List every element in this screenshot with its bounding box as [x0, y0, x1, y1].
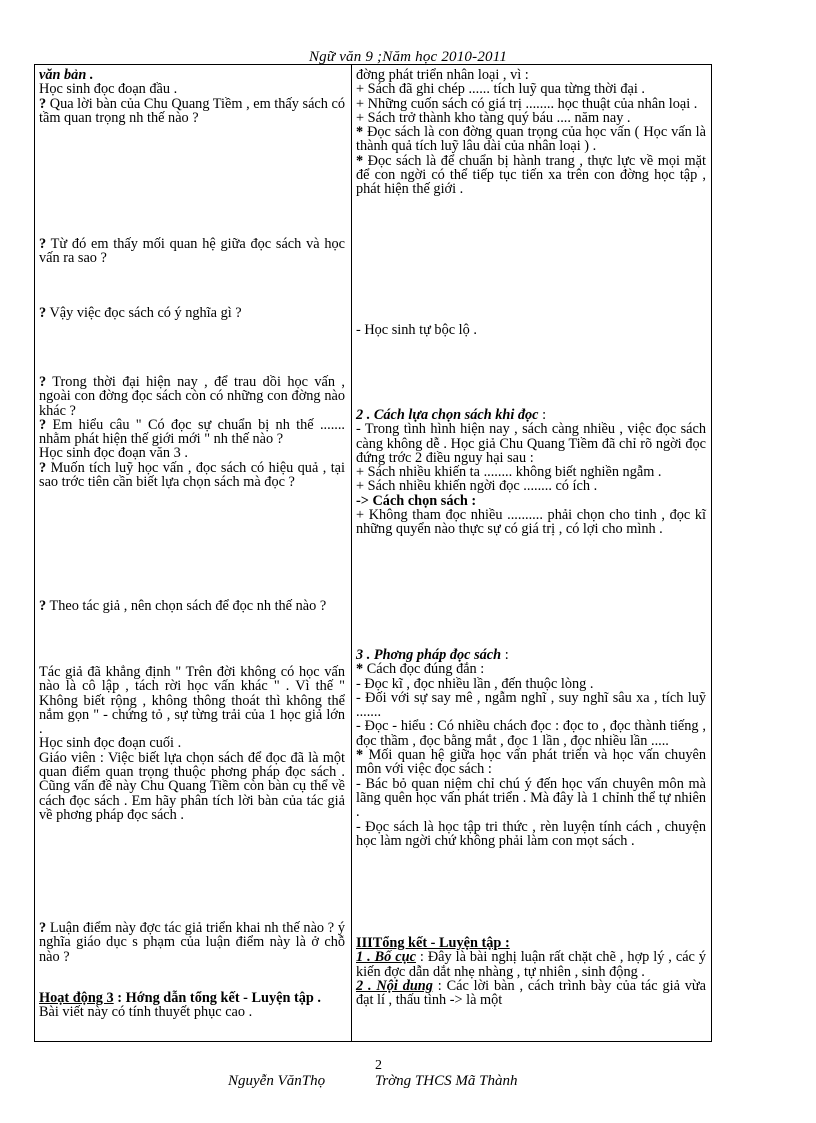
right-block-choose: [356, 408, 706, 537]
footer-author: Nguyễn VănThọ: [228, 1073, 326, 1089]
page-number: 2: [375, 1058, 382, 1073]
right-block-method: [356, 648, 706, 848]
right-line: + Sách nhiều khiến ngời đọc ........ có ích .: [356, 478, 598, 495]
right-line: + Không tham đọc nhiều .......... phải chọn cho tinh , đọc kĩ những quyển nào thực sự có giá trị , có lợi cho mình .: [356, 507, 706, 538]
activity-heading: [39, 991, 345, 1005]
right-line: * Đọc sách là để chuẩn bị hành trang , thực lực về mọi mặt để con ngời có thể tiếp tục tiến xa trên con đờng học tập , phát hiện thế giới .: [356, 152, 706, 198]
footer-school: Trờng THCS Mã Thành: [374, 1073, 518, 1089]
left-block-q5: [39, 599, 345, 613]
page-footer: [228, 1073, 563, 1090]
right-line: * Đọc sách là con đờng quan trọng của học vấn ( Học vấn là thành quả tích luỹ lâu dài của nhân loại ) .: [356, 124, 706, 155]
left-block-discussion: [39, 665, 345, 822]
right-line: - Trong tình hình hiện nay , sách càng nhiều , việc đọc sách càng không dễ . Học giả Chu Quang Tiềm đã chỉ rõ ngời đọc đứng trớc 2 điều nguy hại sau :: [356, 421, 706, 466]
right-line: - Đọc - hiểu : Có nhiều chách đọc : đọc to , đọc thành tiếng , đọc thầm , đọc bằng mắt , đọc 1 lần , đọc nhiều lần .....: [356, 718, 706, 749]
section-colon: :: [504, 647, 509, 663]
right-subheading: -> Cách chọn sách :: [356, 492, 477, 509]
left-question: ? Vậy việc đọc sách có ý nghĩa gì ?: [39, 305, 242, 321]
left-block-intro: [39, 68, 345, 125]
left-question: ? Em hiểu câu " Có đọc sự chuẩn bị nh thế ....... nhằm phát hiện thế giới mới " nh thế nào ?: [39, 416, 345, 448]
summary-text: : Các lời bàn , cách trình bày của tác giả vừa đạt lí , thấu tình -> là một: [356, 977, 707, 1009]
left-block-q4: [39, 375, 345, 489]
activity-subtitle: : Hớng dẫn tổng kết - Luyện tập .: [117, 990, 322, 1006]
right-line: * Mối quan hệ giữa học vấn phát triển và học vấn chuyên môn với việc đọc sách :: [356, 747, 706, 778]
left-block-q3: [39, 306, 345, 320]
right-line: - Học sinh tự bộc lộ .: [356, 322, 477, 338]
right-line: * Cách đọc đúng đắn :: [356, 661, 485, 678]
section-title: 3 . Phơng pháp đọc sách: [356, 647, 502, 663]
summary-text: : Đây là bài nghị luận rất chặt chẽ , hợp lý , các ý kiến đợc dẫn dắt nhẹ nhàng , tự nhiên , sinh động .: [356, 949, 706, 980]
summary-heading: IIITổng kết - Luyện tập :: [356, 935, 510, 951]
summary-content: [356, 979, 706, 1008]
left-line: Học sinh đọc đoạn đầu .: [39, 81, 178, 98]
left-line: Tác giả đã khẳng định " Trên đời không có học vấn nào là cô lập , tách rời học vấn khác " . Vì thế " Không biết rộng , không thông thoát thì không thể nắm gọn " - chứng tỏ , sự từng trải của 1 học giả lớn .: [39, 664, 345, 738]
left-line: Học sinh đọc đoạn văn 3 .: [39, 445, 188, 462]
summary-structure: [356, 950, 706, 979]
page-header: Ngữ văn 9 ;Năm học 2010-2011: [308, 49, 508, 65]
left-line: Giáo viên : Việc biết lựa chọn sách để đọc đã là một quan điểm quan trọng thuộc phơng pháp đọc sách . Cũng vấn đề này Chu Quang Tiềm còn bàn cụ thể về cách đọc sách . Em hãy phân tích lời bàn của tác giả về phơng pháp đọc sách .: [39, 749, 345, 823]
left-question: ? Trong thời đại hiện nay , để trau dồi học vấn , ngoài con đờng đọc sách còn có những con đờng nào khác ?: [39, 374, 345, 419]
left-block-q2: [39, 237, 345, 266]
right-line: - Đọc kĩ , đọc nhiều lần , đến thuộc lòng .: [356, 675, 594, 692]
left-line: Học sinh đọc đoạn cuối .: [39, 735, 182, 752]
right-block-selfexpress: [356, 323, 706, 337]
section-title: 2 . Cách lựa chọn sách khi đọc: [356, 407, 539, 423]
left-question: ? Theo tác giả , nên chọn sách để đọc nh thế nào ?: [39, 598, 327, 614]
right-block-summary: [356, 936, 706, 1007]
left-line: Bài viết này có tính thuyết phục cao .: [39, 1004, 253, 1021]
activity-title: Hoạt động 3: [39, 990, 114, 1006]
right-block-importance: [356, 68, 706, 197]
summary-label: 1 . Bố cục: [356, 949, 416, 966]
right-line: + Sách nhiều khiến ta ........ không biết nghiền ngẫm .: [356, 464, 662, 481]
left-question: ? Từ đó em thấy mối quan hệ giữa đọc sách và học vấn ra sao ?: [39, 236, 345, 267]
summary-label: 2 . Nội dung: [356, 977, 433, 994]
left-question: ? Luận điểm này đợc tác giả triển khai nh thế nào ? ý nghĩa giáo dục s phạm của luận điểm này là ở chỗ nào ?: [39, 920, 345, 965]
right-line: + Sách trở thành kho tàng quý báu .... năm nay .: [356, 109, 631, 126]
left-question: ? Qua lời bàn của Chu Quang Tiềm , em thấy sách có tầm quan trọng nh thế nào ?: [39, 95, 345, 126]
section-heading-2: [356, 408, 706, 422]
left-block-activity: [39, 991, 345, 1020]
left-question: ? Muốn tích luỹ học vấn , đọc sách có hiệu quả , tại sao trớc tiên cần biết lựa chọn sách mà đọc ?: [39, 459, 345, 491]
left-line: văn bản .: [39, 67, 94, 83]
column-divider: [351, 65, 352, 1041]
right-line: - Bác bỏ quan niệm chỉ chú ý đến học vấn chuyên môn mà lãng quên học vấn phát triển . Mà đây là 1 chỉnh thể tự nhiên .: [356, 775, 706, 821]
section-colon: :: [542, 407, 547, 423]
lesson-table: [34, 64, 712, 1042]
left-block-q6: [39, 921, 345, 964]
section-heading-3: [356, 648, 706, 662]
right-line: - Đọc sách là học tập tri thức , rèn luyện tính cách , chuyện học làm ngời chứ không phải làm con mọt sách .: [356, 818, 706, 849]
right-line: đờng phát triển nhân loại , vì :: [356, 67, 529, 83]
right-line: + Những cuốn sách có giá trị ........ học thuật của nhân loại .: [356, 95, 698, 112]
right-line: + Sách đã ghi chép ...... tích luỹ qua từng thời đại .: [356, 81, 646, 98]
right-line: - Đối với sự say mê , ngẫm nghĩ , suy nghĩ sâu xa , tích luỹ .......: [356, 689, 706, 721]
